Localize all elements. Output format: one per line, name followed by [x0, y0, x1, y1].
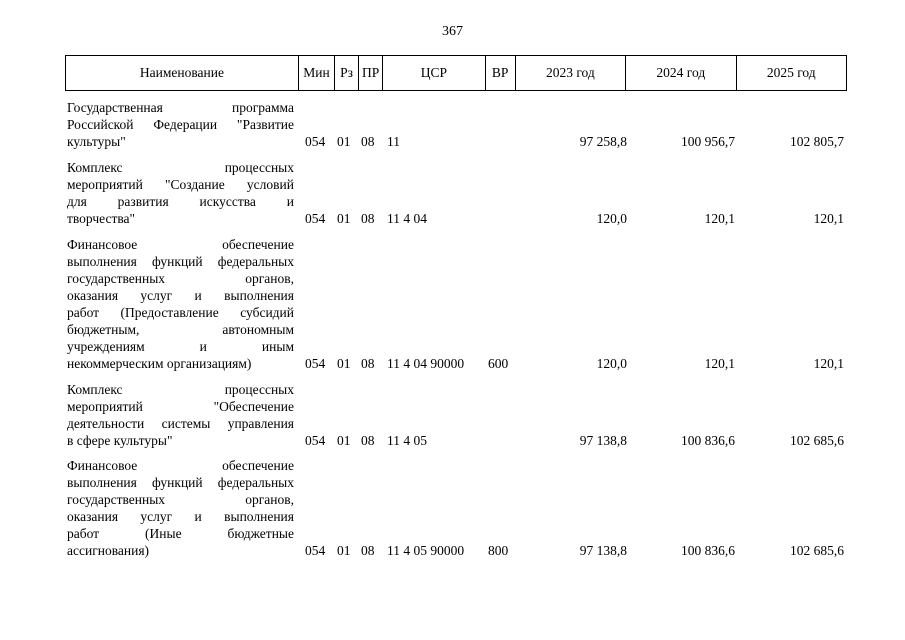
cell-min: 054 — [305, 433, 326, 448]
column-header-pr: ПР — [359, 56, 383, 91]
cell-vr: 800 — [488, 543, 509, 558]
row-name-line: некоммерческим организациям) — [67, 356, 252, 371]
cell-2025: 102 685,6 — [790, 433, 844, 448]
cell-2023: 120,0 — [596, 356, 627, 371]
column-header-2023: 2023 год — [515, 56, 625, 91]
cell-2023: 97 138,8 — [579, 543, 627, 558]
column-header-2024: 2024 год — [626, 56, 736, 91]
cell-2025: 120,1 — [813, 211, 844, 226]
cell-2025: 120,1 — [813, 356, 844, 371]
cell-pr: 08 — [361, 433, 375, 448]
cell-csr: 11 4 05 — [387, 433, 427, 448]
row-name-line: государственных органов, — [67, 271, 294, 286]
cell-rz: 01 — [337, 211, 351, 226]
cell-csr: 11 4 04 — [387, 211, 427, 226]
row-name-line: деятельности системы управления — [67, 416, 294, 431]
cell-rz: 01 — [337, 134, 351, 149]
row-name-line: Комплекс процессных — [67, 160, 294, 175]
row-name-line: оказания услуг и выполнения — [67, 509, 294, 524]
column-header-rz: Рз — [335, 56, 359, 91]
row-name-line: Финансовое обеспечение — [67, 458, 294, 473]
page-number: 367 — [442, 24, 463, 39]
row-name-line: Финансовое обеспечение — [67, 237, 294, 252]
column-header-name: Наименование — [66, 56, 299, 91]
cell-min: 054 — [305, 356, 326, 371]
cell-vr: 600 — [488, 356, 509, 371]
cell-2025: 102 685,6 — [790, 543, 844, 558]
row-name-line: Государственная программа — [67, 100, 294, 115]
cell-2023: 97 258,8 — [579, 134, 627, 149]
column-header-vr: ВР — [485, 56, 515, 91]
row-name-line: для развития искусства и — [67, 194, 294, 209]
column-header-csr: ЦСР — [383, 56, 485, 91]
cell-2023: 97 138,8 — [579, 433, 627, 448]
row-name-line: работ (Иные бюджетные — [67, 526, 294, 541]
cell-rz: 01 — [337, 356, 351, 371]
cell-rz: 01 — [337, 433, 351, 448]
cell-pr: 08 — [361, 134, 375, 149]
cell-2024: 100 836,6 — [681, 433, 735, 448]
row-name-line: в сфере культуры" — [67, 433, 173, 448]
row-name-line: Комплекс процессных — [67, 382, 294, 397]
cell-pr: 08 — [361, 211, 375, 226]
cell-min: 054 — [305, 134, 326, 149]
row-name-line: культуры" — [67, 134, 126, 149]
cell-2024: 100 956,7 — [681, 134, 735, 149]
column-header-min: Мин — [298, 56, 334, 91]
cell-pr: 08 — [361, 543, 375, 558]
row-name-line: мероприятий "Обеспечение — [67, 399, 294, 414]
row-name — [67, 457, 294, 559]
cell-pr: 08 — [361, 356, 375, 371]
row-name-line: бюджетным, автономным — [67, 322, 294, 337]
column-header-2025: 2025 год — [736, 56, 846, 91]
cell-2024: 100 836,6 — [681, 543, 735, 558]
row-name-line: учреждениям и иным — [67, 339, 294, 354]
row-name-line: Российской Федерации "Развитие — [67, 117, 294, 132]
cell-2024: 120,1 — [704, 211, 735, 226]
cell-2024: 120,1 — [704, 356, 735, 371]
cell-rz: 01 — [337, 543, 351, 558]
row-name-line: творчества" — [67, 211, 136, 226]
cell-2023: 120,0 — [596, 211, 627, 226]
cell-csr: 11 4 05 90000 — [387, 543, 465, 558]
row-name-line: ассигнования) — [67, 543, 150, 558]
cell-csr: 11 4 04 90000 — [387, 356, 465, 371]
cell-csr: 11 — [387, 134, 400, 149]
row-name-line: работ (Предоставление субсидий — [67, 305, 294, 320]
cell-min: 054 — [305, 543, 326, 558]
row-name-line: выполнения функций федеральных — [67, 254, 294, 269]
cell-min: 054 — [305, 211, 326, 226]
row-name-line: выполнения функций федеральных — [67, 475, 294, 490]
row-name-line: государственных органов, — [67, 492, 294, 507]
row-name-line: оказания услуг и выполнения — [67, 288, 294, 303]
row-name-line: мероприятий "Создание условий — [67, 177, 294, 192]
cell-2025: 102 805,7 — [790, 134, 844, 149]
